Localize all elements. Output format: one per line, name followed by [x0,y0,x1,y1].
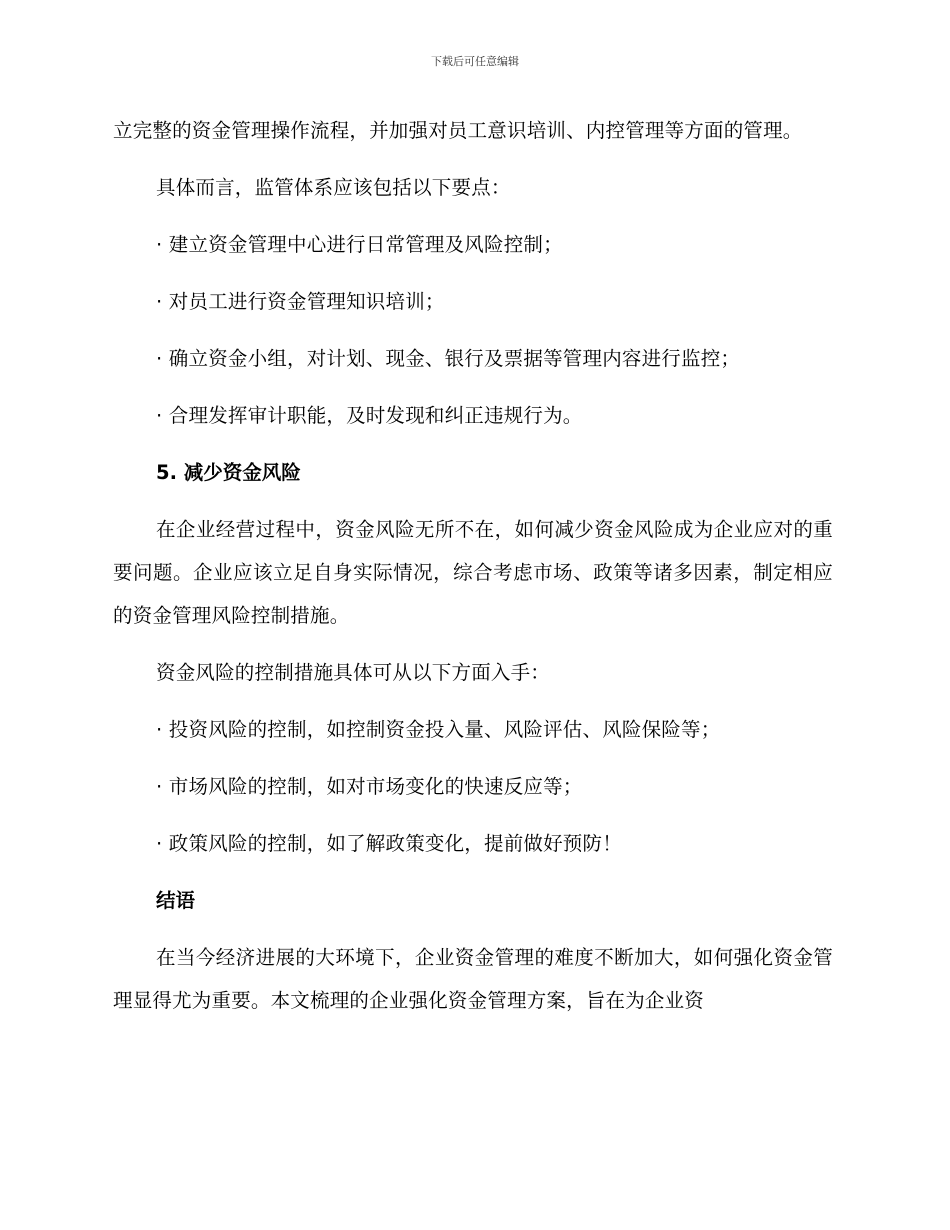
continuation-paragraph: 立完整的资金管理操作流程，并加强对员工意识培训、内控管理等方面的管理。 [113,119,803,142]
document-body [113,109,833,1022]
page-header-note: 下载后可任意编辑 [431,55,519,68]
regulation-points-list [113,223,833,437]
section-5-heading: 5. 减少资金风险 [156,461,301,484]
list-item: · 建立资金管理中心进行日常管理及风险控制； [156,233,563,256]
regulation-intro: 具体而言，监管体系应该包括以下要点： [156,176,511,199]
list-item: · 对员工进行资金管理知识培训； [156,290,445,313]
list-item: · 市场风险的控制，如对市场变化的快速反应等； [156,775,583,798]
list-item: · 政策风险的控制，如了解政策变化，提前做好预防！ [156,832,622,855]
conclusion-heading: 结语 [156,889,196,912]
list-item: · 投资风险的控制，如控制资金投入量、风险评估、风险保险等； [156,718,721,741]
measures-list [113,708,833,865]
list-item: · 确立资金小组，对计划、现金、银行及票据等管理内容进行监控； [156,347,741,370]
conclusion-paragraph: 在当今经济进展的大环境下，企业资金管理的难度不断加大，如何强化资金管理显得尤为重要。本文梳理的企业强化资金管理方案，旨在为企业资 [113,946,833,1012]
measures-intro: 资金风险的控制措施具体可从以下方面入手： [156,661,551,684]
section-5-paragraph: 在企业经营过程中，资金风险无所不在，如何减少资金风险成为企业应对的重要问题。企业应该立足自身实际情况，综合考虑市场、政策等诸多因素，制定相应的资金管理风险控制措施。 [113,518,833,627]
list-item: · 合理发挥审计职能，及时发现和纠正违规行为。 [156,404,583,427]
